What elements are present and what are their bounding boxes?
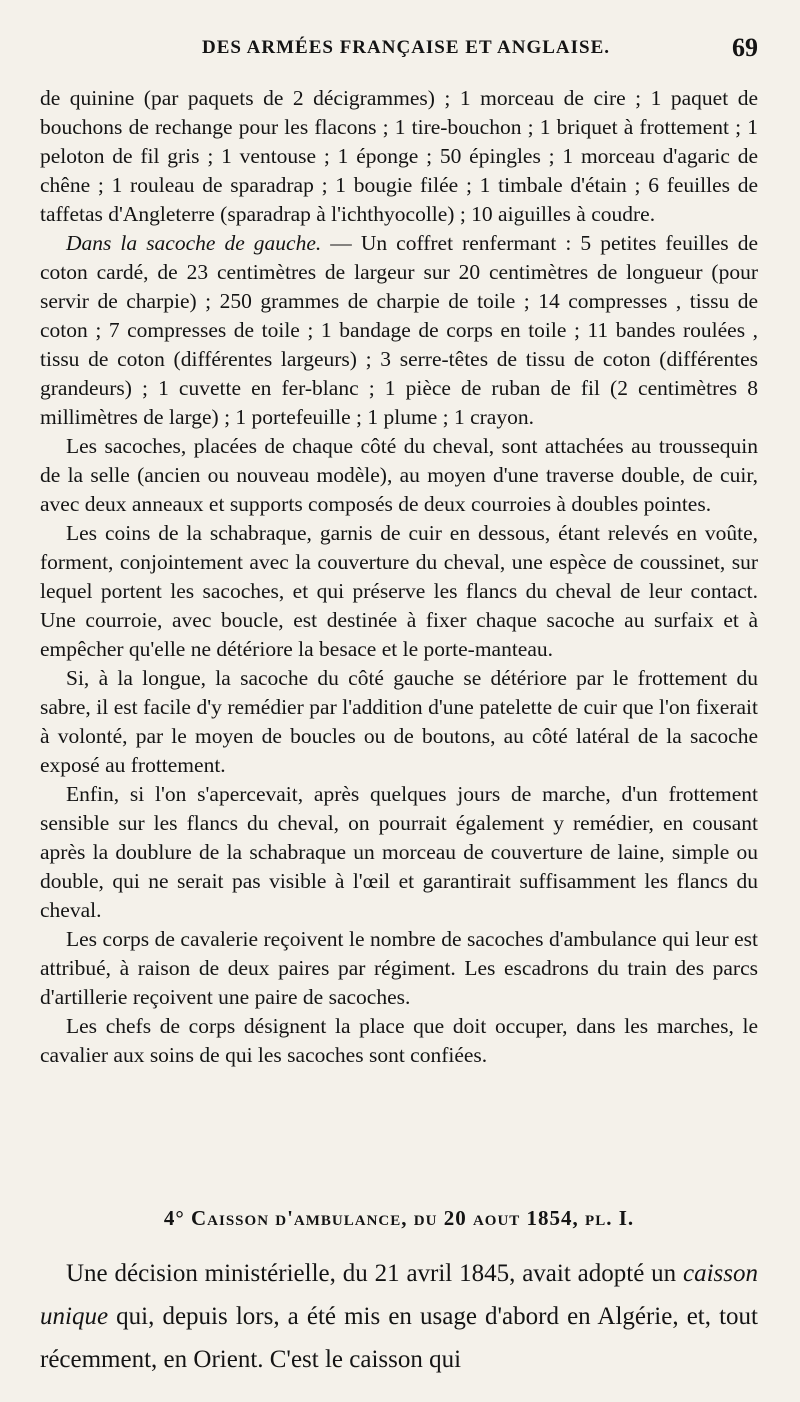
page-number: 69 bbox=[732, 33, 758, 62]
decision-italic: caisson unique bbox=[40, 1260, 758, 1330]
paragraph-left-satchel bbox=[40, 229, 758, 432]
paragraph-cavalry-allocation: Les corps de cavalerie reçoivent le nombre de sacoches d'ambulance qui leur est attribué, à raison de deux paires par régiment. Les escadrons du train des parcs d'artillerie reçoivent une paire de sacoches. bbox=[40, 927, 758, 1009]
section-title: Caisson d'ambulance bbox=[191, 1206, 402, 1230]
running-title: DES ARMÉES FRANÇAISE ET ANGLAISE. bbox=[202, 37, 610, 58]
paragraph-flank-friction: Enfin, si l'on s'apercevait, après quelques jours de marche, d'un frottement sensible sur les flancs du cheval, on pourrait également y remédier, en cousant après la doublure de la schabraque un morceau de couverture de laine, simple ou double, qui ne serait pas visible à l'œil et garantirait suffisamment les flancs du cheval. bbox=[40, 782, 758, 922]
decision-part-2: qui, depuis lors, a été mis en usage d'abord en Algérie, et, tout récemment, en Orient. C'est le caisson qui bbox=[40, 1303, 758, 1373]
paragraph-saber-friction: Si, à la longue, la sacoche du côté gauche se détériore par le frottement du sabre, il est facile d'y remédier par l'addition d'une patelette de cuir que l'on fixerait à volonté, par le moyen de boucles ou de boutons, au côté latéral de la sacoche exposé au frottement. bbox=[40, 666, 758, 777]
paragraph-attachment: Les sacoches, placées de chaque côté du cheval, sont attachées au troussequin de la selle (ancien ou nouveau modèle), au moyen d'une traverse double, de cuir, avec deux anneaux et supports composés de deux courroies à doubles pointes. bbox=[40, 434, 758, 516]
paragraph-placement: Les chefs de corps désignent la place que doit occuper, dans les marches, le cavalier aux soins de qui les sacoches sont confiées. bbox=[40, 1014, 758, 1067]
left-satchel-lead: Dans la sacoche de gauche. bbox=[66, 231, 322, 255]
section-heading bbox=[40, 1206, 758, 1231]
decision-part-1: Une décision ministérielle, du 21 avril 1845, avait adopté un bbox=[66, 1260, 683, 1287]
paragraph-decision bbox=[40, 1252, 758, 1381]
section-number: 4° bbox=[163, 1206, 185, 1230]
body-text bbox=[40, 84, 758, 1070]
section-date: , du 20 aout 1854, bbox=[401, 1206, 579, 1230]
left-satchel-contents: — Un coffret renfermant : 5 petites feuilles de coton cardé, de 23 centimètres de largeur sur 20 centimètres de longueur (pour servir de charpie) ; 250 grammes de charpie de toile ; 14 compresses , tissu de coton ; 7 compresses de toile ; 1 bandage de corps en toile ; 11 bandes roulées , tissu de coton (différentes largeurs) ; 3 serre-têtes de tissu de coton (différentes grandeurs) ; 1 cuvette en fer-blanc ; 1 pièce de ruban de fil (2 centimètres 8 millimètres de large) ; 1 portefeuille ; 1 plume ; 1 crayon. bbox=[40, 231, 758, 429]
section-plate-ref: pl. I. bbox=[585, 1206, 635, 1230]
page-header bbox=[40, 28, 758, 68]
paragraph-schabraque: Les coins de la schabraque, garnis de cuir en dessous, étant relevés en voûte, forment, conjointement avec la couverture du cheval, une espèce de coussinet, sur lequel portent les sacoches, et qui préserve les flancs du cheval de leur contact. Une courroie, avec boucle, est destinée à fixer chaque sacoche au surfaix et à empêcher qu'elle ne détériore la besace et le porte-manteau. bbox=[40, 521, 758, 661]
section-body bbox=[40, 1252, 758, 1381]
paragraph-supply-list: de quinine (par paquets de 2 décigrammes) ; 1 morceau de cire ; 1 paquet de bouchons de rechange pour les flacons ; 1 tire-bouchon ; 1 briquet à frottement ; 1 peloton de fil gris ; 1 ventouse ; 1 éponge ; 50 épingles ; 1 morceau d'agaric de chêne ; 1 rouleau de sparadrap ; 1 bougie filée ; 1 timbale d'étain ; 6 feuilles de taffetas d'Angleterre (sparadrap à l'ichthyocolle) ; 10 aiguilles à coudre. bbox=[40, 86, 758, 226]
